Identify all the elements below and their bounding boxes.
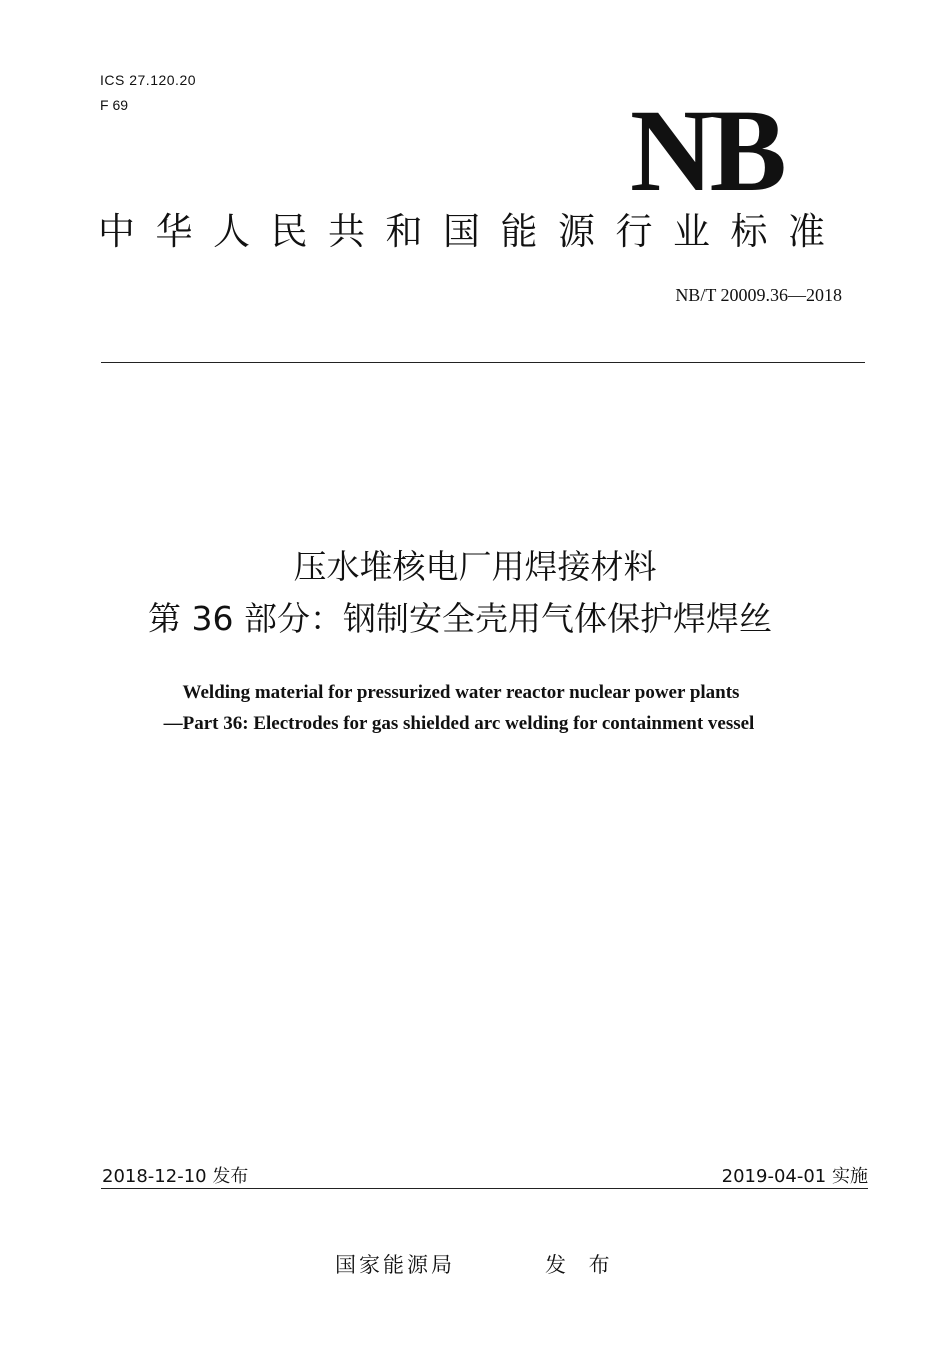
standard-number: NB/T 20009.36—2018: [675, 285, 842, 305]
header-divider: [101, 362, 865, 363]
issue-date: 2018-12-10 发布: [102, 1166, 249, 1187]
footer-divider: [101, 1188, 868, 1189]
chinese-title-line-1: 压水堆核电厂用焊接材料: [293, 547, 657, 586]
english-title-line-2: —Part 36: Electrodes for gas shielded arc welding for containment vessel: [163, 713, 755, 734]
implementation-date: 2019-04-01 实施: [721, 1166, 868, 1187]
nb-logo: NB: [630, 85, 783, 216]
chinese-title-line-2: 第 36 部分：钢制安全壳用气体保护焊焊丝: [148, 599, 772, 638]
ics-code: ICS 27.120.20: [100, 72, 197, 88]
issue-label: 发 布: [545, 1253, 618, 1277]
ccs-code: F 69: [100, 97, 129, 113]
standard-type-title: 中华人民共和国能源行业标准: [98, 210, 846, 253]
english-title-line-1: Welding material for pressurized water reactor nuclear power plants: [182, 682, 740, 703]
issuing-authority: 国家能源局: [335, 1253, 455, 1277]
